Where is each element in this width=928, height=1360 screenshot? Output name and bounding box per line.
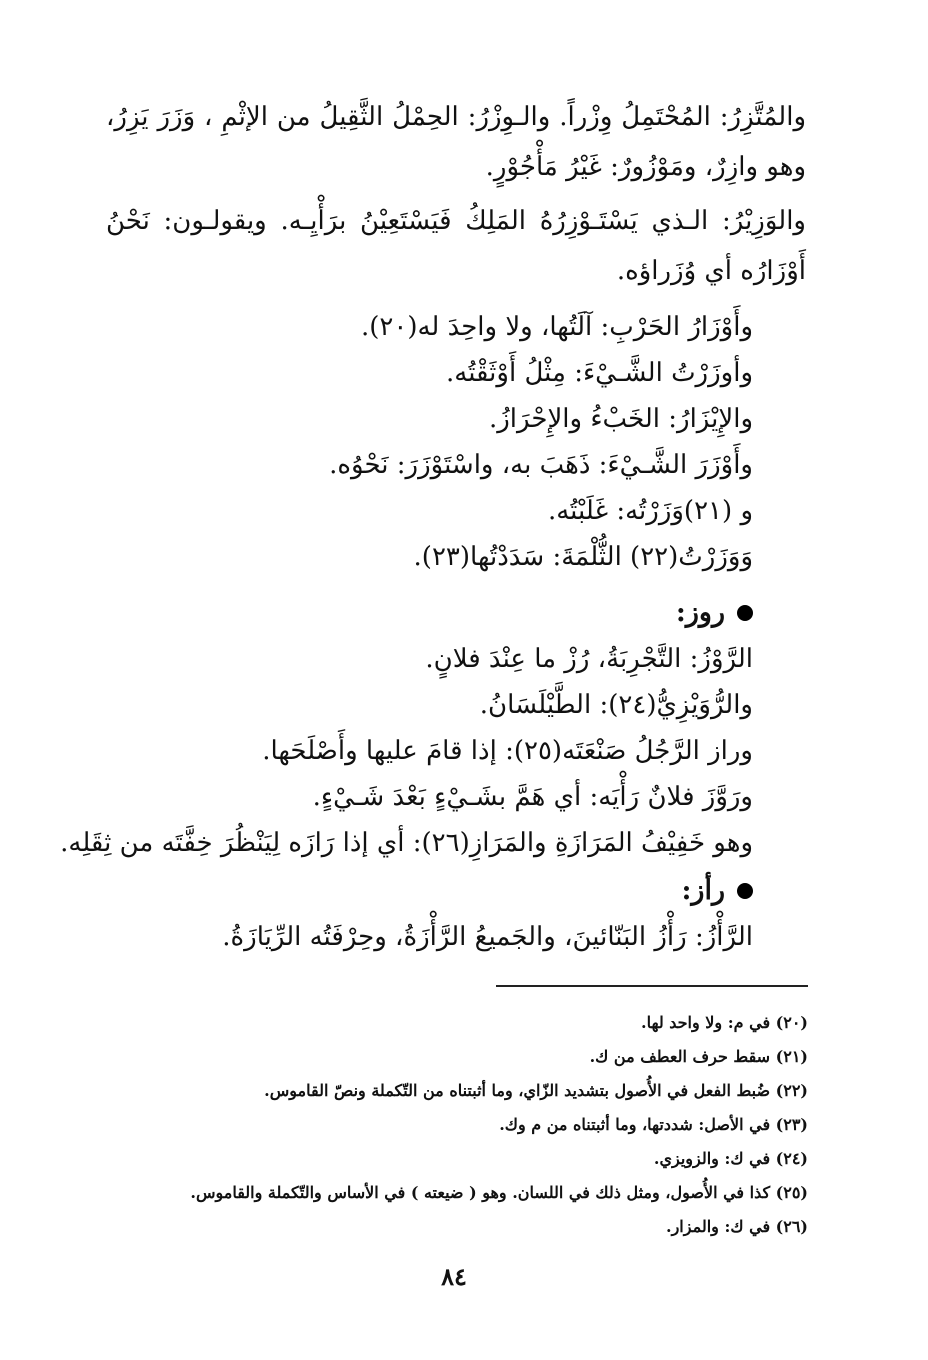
entry-line: وأوزَرْتُ الشَّـيْءَ: مِثْلُ أَوْثَقْتُه. (445, 358, 753, 388)
entry-line: و (٢١)وَزَرْتُه: غَلَبْتُه. (547, 496, 753, 526)
section-heading (133, 868, 753, 914)
bullet-icon (737, 605, 753, 621)
section-heading-text: روز: (675, 597, 725, 628)
entry-line: الرَّوْزُ: التَّجْرِبَةُ، رُزْ ما عِنْدَ فلانٍ. (425, 644, 753, 674)
page-number: ٨٤ (441, 1262, 467, 1291)
paragraph-text: والمُتَّزِرُ: المُحْتَمِلُ وِزْراً. والـوِزْرُ: الحِمْلُ الثَّقِيلُ من الإثْمِ ، وَزَرَ يَزِرُ، وهو وازِرٌ، ومَوْزُورٌ: غَيْرُ مَأْجُوْرٍ. (106, 102, 806, 182)
entry-line: والإِيْزَارُ: الخَبْءُ والإِحْرَازُ. (488, 404, 753, 434)
footnote: (٢٢) ضُبط الفعل في الأُصول بتشديد الزّاي، وما أثبتناه من التّكملة ونصّ القاموس. (264, 1081, 808, 1100)
footnote: (٢٠) في م: ولا واحد لها. (641, 1013, 808, 1032)
footnote: (٢١) سقط حرف العطف من ك. (589, 1047, 808, 1066)
entry-line: وراز الرَّجُلُ صَنْعَتَه(٢٥): إذا قامَ عليها وأَصْلَحَها. (262, 736, 753, 766)
footnote-divider (496, 985, 808, 987)
entry-line: وأَوْزَرَ الشَّـيْءَ: ذَهَبَ به، واسْتَوْزَرَ: نَحْوُه. (329, 450, 753, 480)
entry-line: ورَوَّزَ فلانٌ رَأْيَه: أي هَمَّ بشَـيْءٍ بَعْدَ شَـيْءٍ. (312, 782, 753, 812)
footnote: (٢٦) في ك: والمزار. (666, 1217, 808, 1236)
section-heading (133, 590, 753, 636)
entry-line: الرَّأْزُ: رَأْزُ البَنّائينَ، والجَميعُ الرَّأْزَةُ، وحِرْفَتُه الرِّيَازَةُ. (222, 922, 753, 952)
entry-line: وَوَزَرْتُ(٢٢) الثُّلْمَةَ: سَدَدْتُها(٢٣). (413, 542, 753, 572)
bullet-icon (737, 883, 753, 899)
paragraph-wizr (106, 92, 806, 192)
section-rwz (60, 590, 753, 866)
entry-line: وأَوْزَارُ الحَرْبِ: آلَتُها، ولا واحِدَ له(٢٠). (360, 312, 753, 342)
footnote: (٢٤) في ك: والزويزي. (653, 1149, 808, 1168)
paragraph-wazir (106, 196, 806, 296)
entry-line: والرُّوَيْزِيُّ(٢٤): الطَّيْلَسَانُ. (479, 690, 753, 720)
footnote: (٢٣) في الأصل: شددتها، وما أثبتناه من م وك. (499, 1115, 808, 1134)
footnotes (108, 1006, 808, 1244)
section-heading-text: رأز: (681, 875, 725, 906)
entry-line: وهو خَفِيْفُ المَرَازَةِ والمَرَازِ(٢٦): أي إذا رَازَه لِيَنْظُرَ خِفَّتَه من ثِقَلِه. (60, 828, 753, 858)
footnote: (٢٥) كذا في الأُصول، ومثل ذلك في اللسان. وهو ( ضيعته ) في الأساس والتّكملة والقاموس. (190, 1183, 808, 1202)
paragraph-text: والوَزِيْرُ: الـذي يَسْتَـوْزِرُهُ المَلِكُ فَيَسْتَعِيْنُ برَأْيِـه. ويقولـون: نَحْنُ أَوْزَارُه أي وُزَراؤه. (106, 206, 806, 286)
entry-list-wzr (133, 304, 753, 580)
section-raz (133, 868, 753, 960)
